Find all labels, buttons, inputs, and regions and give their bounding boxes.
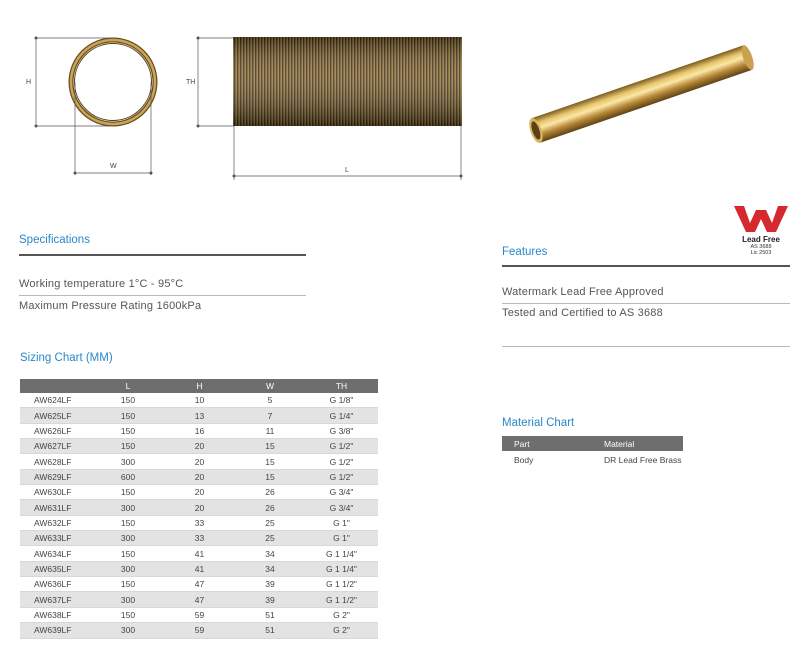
material-part: Body [514,455,534,465]
spec-item: Working temperature 1°C - 95°C [19,278,184,290]
watermark-w-icon [731,204,791,234]
cell-th: G 2" [305,607,378,622]
cell-h: 41 [164,561,235,576]
spec-item: Maximum Pressure Rating 1600kPa [19,300,202,312]
table-row [20,577,378,592]
cell-h: 33 [164,531,235,546]
table-row [20,485,378,500]
cell-l: 150 [92,408,164,423]
table-row [20,439,378,454]
cell-code: AW629LF [20,469,92,484]
col-header-l: L [92,379,164,393]
cell-th: G 3/4" [305,485,378,500]
cell-w: 5 [235,393,305,408]
dim-label-th: TH [186,79,196,86]
cell-w: 25 [235,515,305,530]
cell-l: 300 [92,623,164,638]
cell-code: AW624LF [20,393,92,408]
cell-l: 300 [92,454,164,469]
cell-w: 39 [235,592,305,607]
cell-w: 39 [235,577,305,592]
feature-item: Watermark Lead Free Approved [502,286,664,298]
feature-divider [502,346,790,347]
specifications-rule [19,254,306,256]
col-header-w: W [235,379,305,393]
cell-code: AW627LF [20,439,92,454]
product-render [527,44,757,145]
cell-w: 34 [235,561,305,576]
features-rule [502,265,790,267]
cell-code: AW625LF [20,408,92,423]
sizing-table [20,379,378,639]
table-row [20,592,378,607]
cell-code: AW632LF [20,515,92,530]
material-header-row [502,436,683,451]
material-value: DR Lead Free Brass [604,455,682,465]
cell-code: AW637LF [20,592,92,607]
cell-l: 150 [92,439,164,454]
cell-h: 20 [164,439,235,454]
cell-th: G 1" [305,531,378,546]
cell-code: AW634LF [20,546,92,561]
cell-w: 15 [235,439,305,454]
cell-w: 11 [235,423,305,438]
logo-line-2: Lic 2503 [750,250,772,256]
cell-w: 15 [235,469,305,484]
cell-th: G 1/2" [305,454,378,469]
table-row [20,607,378,622]
cell-code: AW628LF [20,454,92,469]
cell-th: G 1/2" [305,439,378,454]
cell-h: 47 [164,577,235,592]
cell-w: 25 [235,531,305,546]
material-title: Material Chart [502,417,575,429]
ring-end-view [35,37,156,176]
cell-w: 51 [235,607,305,622]
cell-l: 300 [92,531,164,546]
col-header-h: H [164,379,235,393]
cell-code: AW636LF [20,577,92,592]
cell-th: G 1/2" [305,469,378,484]
cell-h: 10 [164,393,235,408]
cell-w: 34 [235,546,305,561]
cell-l: 150 [92,515,164,530]
cell-w: 7 [235,408,305,423]
table-row [20,500,378,515]
cell-th: G 3/8" [305,423,378,438]
cell-th: G 1 1/4" [305,561,378,576]
material-table [502,436,683,465]
table-row [20,623,378,638]
cell-h: 47 [164,592,235,607]
cell-code: AW638LF [20,607,92,622]
cell-l: 600 [92,469,164,484]
table-row [20,469,378,484]
cell-h: 59 [164,623,235,638]
cell-th: G 3/4" [305,500,378,515]
cell-th: G 1 1/2" [305,577,378,592]
logo-title: Lead Free [742,235,780,244]
table-row [20,408,378,423]
technical-drawings [0,0,805,200]
cell-w: 15 [235,454,305,469]
material-header-material: Material [592,436,683,451]
table-row [20,423,378,438]
cell-l: 150 [92,485,164,500]
cell-h: 20 [164,469,235,484]
table-row [20,515,378,530]
cell-h: 20 [164,500,235,515]
cell-l: 300 [92,592,164,607]
table-row [20,546,378,561]
cell-h: 41 [164,546,235,561]
cell-h: 20 [164,485,235,500]
feature-divider [502,303,790,304]
specifications-title: Specifications [19,234,90,246]
cell-h: 16 [164,423,235,438]
table-row [20,454,378,469]
cell-code: AW631LF [20,500,92,515]
cell-th: G 1 1/2" [305,592,378,607]
cell-h: 13 [164,408,235,423]
cell-th: G 1" [305,515,378,530]
sizing-body [20,393,378,638]
cell-h: 33 [164,515,235,530]
sizing-header-row [20,379,378,393]
col-header-th: TH [305,379,378,393]
cell-l: 150 [92,393,164,408]
dim-label-w: W [110,163,117,170]
col-header-code [20,379,92,393]
cell-code: AW635LF [20,561,92,576]
material-row [502,451,683,465]
table-row [20,531,378,546]
cell-l: 150 [92,546,164,561]
cell-l: 300 [92,500,164,515]
table-row [20,393,378,408]
cell-code: AW630LF [20,485,92,500]
cell-th: G 2" [305,623,378,638]
pipe-side-view [197,37,463,181]
cell-code: AW633LF [20,531,92,546]
cell-w: 26 [235,485,305,500]
sizing-title: Sizing Chart (MM) [20,352,113,364]
cell-l: 150 [92,577,164,592]
logo-line-1: AS 3688 [750,244,772,250]
cell-h: 20 [164,454,235,469]
dim-label-l: L [345,167,349,174]
cell-th: G 1/8" [305,393,378,408]
cell-w: 26 [235,500,305,515]
cell-h: 59 [164,607,235,622]
cell-w: 51 [235,623,305,638]
spec-divider [19,295,306,296]
cell-code: AW639LF [20,623,92,638]
feature-item: Tested and Certified to AS 3688 [502,307,663,319]
cell-l: 150 [92,423,164,438]
cell-th: G 1/4" [305,408,378,423]
material-header-part: Part [502,436,592,451]
watermark-logo [731,204,791,262]
cell-l: 300 [92,561,164,576]
cell-th: G 1 1/4" [305,546,378,561]
cell-code: AW626LF [20,423,92,438]
dim-label-h: H [26,79,32,86]
cell-l: 150 [92,607,164,622]
features-title: Features [502,246,548,258]
table-row [20,561,378,576]
